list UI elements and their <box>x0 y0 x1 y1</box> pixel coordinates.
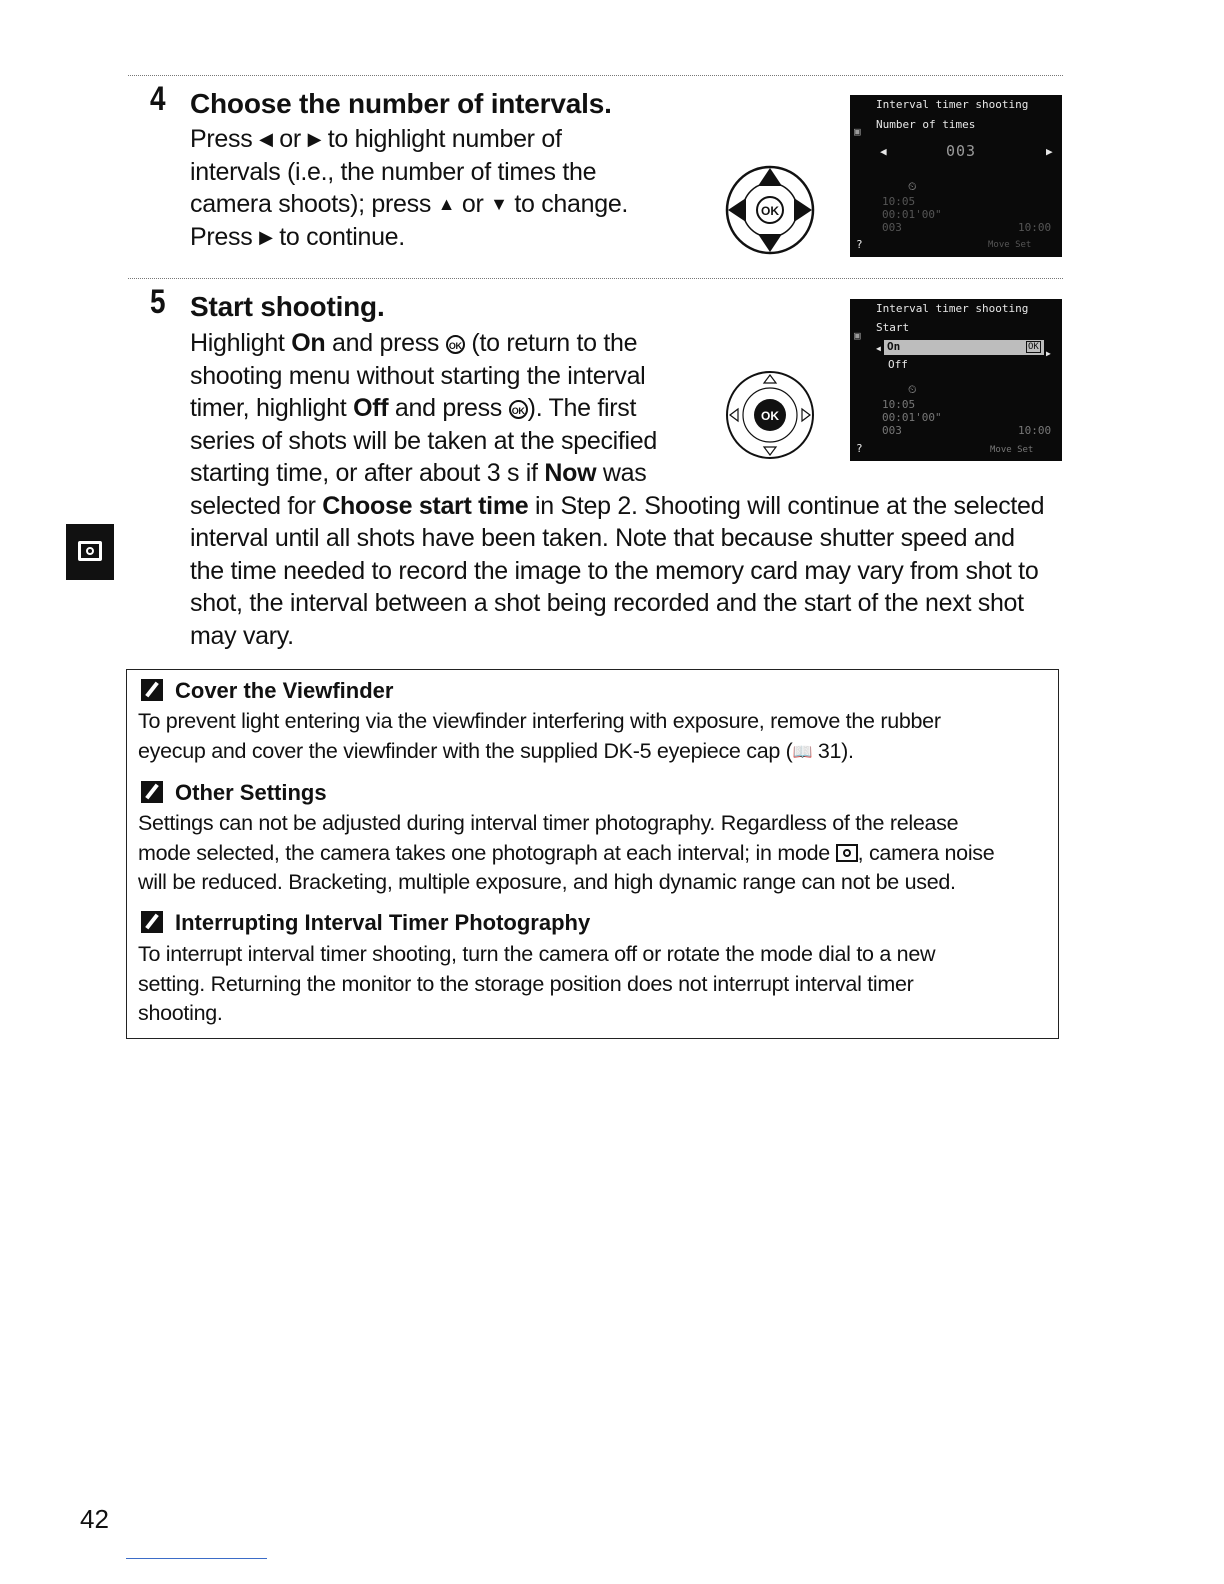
shots-count: 003 <box>882 424 902 437</box>
option-on: On <box>887 340 901 353</box>
ok-button-icon: OK <box>509 400 528 419</box>
camera-icon <box>78 541 102 561</box>
step4-title: Choose the number of intervals. <box>190 88 612 119</box>
down-arrow-icon: ▼ <box>490 194 508 214</box>
pencil-note-icon <box>141 679 163 701</box>
step5-number: 5 <box>150 283 166 321</box>
pencil-note-icon <box>141 781 163 803</box>
top-divider <box>128 75 1063 76</box>
step-divider <box>128 278 1063 279</box>
ok-tag: OK <box>1028 342 1039 352</box>
footer-line <box>126 1558 267 1559</box>
note-other-settings-body: Settings can not be adjusted during interval timer photography. Regardless of the release mode selected, the camera takes one photograph at each interval; in mode , camera noise will be reduced. Bracketing, multiple exposure, and high dynamic range can not be used. <box>138 811 995 894</box>
page-number: 42 <box>80 1504 109 1534</box>
screen-footer: Move Set <box>990 445 1034 455</box>
right-arrow-icon: ▶ <box>259 226 273 247</box>
multi-selector-dial-icon <box>724 164 816 256</box>
ok-label: OK <box>761 409 779 423</box>
ok-button-icon: OK <box>446 335 465 354</box>
step5-title: Start shooting. <box>190 291 385 322</box>
clock-time: 10:00 <box>1018 424 1052 437</box>
menu-camera-icon: ▣ <box>854 329 861 342</box>
screen-subtitle: Start <box>876 321 910 334</box>
left-arrow-icon: ◀ <box>259 129 273 149</box>
start-time: 10:05 <box>882 195 916 208</box>
clock-time: 10:00 <box>1018 221 1052 234</box>
menu-camera-icon: ▣ <box>854 125 861 138</box>
note-interrupting-title: Interrupting Interval Timer Photography <box>141 910 590 936</box>
step5-body: Highlight On and press OK (to return to the shooting menu without starting the interval timer, highlight Off and press OK ). The first series of shots will be taken at the specified starting time, or after about 3 s if Now was selected for Choose start time in Step 2. Shooting will continue at the selected interval until all shots have been taken. Note that because shutter speed and the time needed to record the image to the memory card may vary from shot to shot, the interval between a shot being recorded and the start of the next shot may vary. <box>190 329 1045 650</box>
help-icon: ? <box>856 238 863 251</box>
shots-count: 003 <box>882 221 902 234</box>
note-interrupting-body: To interrupt interval timer shooting, turn the camera off or rotate the mode dial to a new setting. Returning the monitor to the storage position does not interrupt interval timer shooting. <box>138 942 936 1025</box>
shooting-section-tab <box>66 524 114 580</box>
camera-screen-start <box>850 299 1062 461</box>
right-arrow-icon: ▶ <box>1046 349 1051 358</box>
screen-title: Interval timer shooting <box>876 302 1029 315</box>
interval-count-value: 003 <box>946 142 977 160</box>
screen-subtitle: Number of times <box>876 118 976 131</box>
step4-body: Press ◀ or ▶ to highlight number of intervals (i.e., the number of times the camera shoots); press ▲ or ▼ to change. Press ▶ to continue. <box>190 125 629 251</box>
interval-time: 00:01'00" <box>882 411 942 424</box>
screen-footer: Move Set <box>988 240 1032 250</box>
ok-label: OK <box>761 204 779 218</box>
note-other-settings-title: Other Settings <box>141 780 327 806</box>
left-arrow-icon: ◀ <box>876 344 881 353</box>
interval-time: 00:01'00" <box>882 208 942 221</box>
left-arrow-icon: ◀ <box>880 145 887 158</box>
quiet-mode-icon <box>836 844 858 862</box>
multi-selector-ok-icon <box>724 369 816 461</box>
start-time: 10:05 <box>882 398 916 411</box>
help-icon: ? <box>856 442 863 455</box>
timer-icon: ⏲ <box>908 383 917 396</box>
option-off: Off <box>888 358 908 371</box>
notes-box <box>126 669 1059 1039</box>
camera-screen-number-of-times <box>850 95 1062 257</box>
page-reference-icon: 📖 <box>792 743 813 761</box>
step4-number: 4 <box>150 80 166 118</box>
timer-icon: ⏲ <box>908 180 917 193</box>
screen-title: Interval timer shooting <box>876 98 1029 111</box>
note-cover-viewfinder-body: To prevent light entering via the viewfinder interfering with exposure, remove the rubber eyecup and cover the viewfinder with the supplied DK-5 eyepiece cap (📖 31). <box>138 707 1048 767</box>
pencil-note-icon <box>141 911 163 933</box>
right-arrow-icon: ▶ <box>1046 145 1053 158</box>
right-arrow-icon: ▶ <box>307 129 322 149</box>
note-cover-viewfinder-title: Cover the Viewfinder <box>141 678 393 704</box>
option-highlight <box>884 340 1044 355</box>
up-arrow-icon: ▲ <box>437 194 456 214</box>
